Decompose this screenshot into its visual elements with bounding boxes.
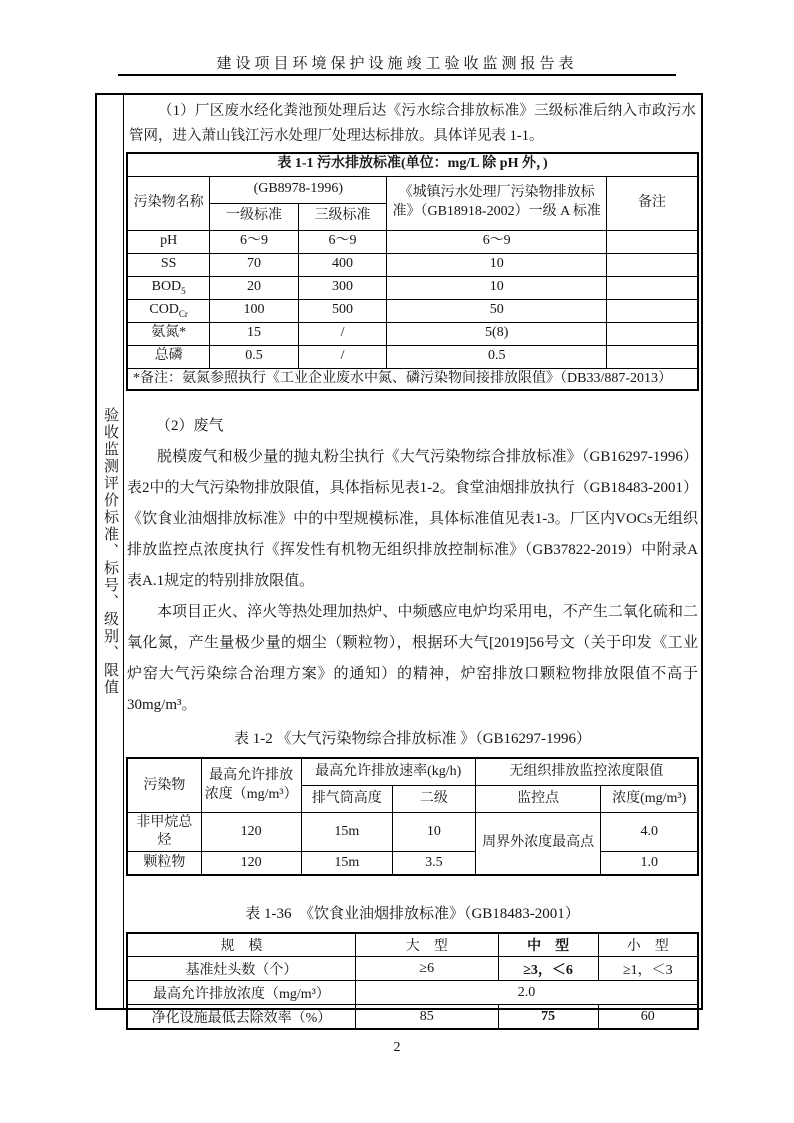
remark-value — [607, 345, 698, 368]
row-label: 最高允许排放浓度（mg/m³） — [127, 981, 355, 1005]
table-1-1-footnote: *备注：氨氮参照执行《工业企业废水中氮、磷污染物间接排放限值》（DB33/887-2013） — [127, 368, 698, 390]
level3-value: / — [298, 322, 387, 345]
table-row-removal-efficiency — [127, 1005, 698, 1029]
header-underline — [118, 74, 676, 76]
pollutant-name: 非甲烷总烃 — [127, 812, 201, 851]
col-header-remark: 备注 — [607, 176, 698, 230]
pollutant-base: SS — [160, 256, 177, 272]
gb18918-value: 50 — [387, 299, 607, 322]
table-1-2-air-emission-standards — [126, 757, 699, 875]
col-header-level1: 一级标准 — [210, 203, 299, 230]
row-label-cell — [97, 95, 124, 1008]
max-concentration-value: 120 — [201, 852, 301, 875]
col-header-small: 小 型 — [598, 933, 698, 957]
table-row-bod5 — [127, 276, 698, 299]
medium-value: 75 — [498, 1005, 598, 1029]
gb18918-value: 5(8) — [387, 322, 607, 345]
max-concentration-value: 120 — [201, 812, 301, 851]
remark-value — [607, 322, 698, 345]
table-1-2-header-row-1 — [127, 758, 698, 785]
medium-value: ≥3，＜6 — [498, 957, 598, 981]
gb18918-value: 0.5 — [387, 345, 607, 368]
waste-gas-paragraph-1: 脱模废气和极少量的抛丸粉尘执行《大气污染物综合排放标准》（GB16297-1996）表2中的大气污染物排放限值，具体指标见表1-2。食堂油烟排放执行（GB18483-2001）《饮食业油烟排放标准》中的中型规模标准，具体标准值见表1-3。厂区内VOCs无组织排放监控点浓度执行《挥发性有机物无组织排放控制标准》（GB37822-2019）中附录A表A.1规定的特别排放限值。 — [127, 449, 698, 590]
table-1-1-header-row-1 — [127, 176, 698, 203]
pollutant-base: COD — [149, 302, 179, 318]
table-row-burner-count — [127, 957, 698, 981]
table-1-1-wastewater-standards — [126, 152, 699, 391]
col-header-pollutant-name: 污染物名称 — [127, 176, 210, 230]
fugitive-limit-value: 4.0 — [601, 812, 698, 851]
stack-height-value: 15m — [301, 812, 392, 851]
table-row-ammonia — [127, 322, 698, 345]
col-header-pollutant: 污染物 — [127, 758, 201, 812]
pollutant-subscript: Cr — [178, 308, 188, 319]
gb18918-value: 6～9 — [387, 230, 607, 253]
pollutant-name — [127, 322, 210, 345]
pollutant-base: pH — [160, 233, 178, 249]
table-row-ph — [127, 230, 698, 253]
stack-height-value: 15m — [301, 852, 392, 875]
pollutant-base: 总磷 — [154, 348, 183, 364]
level1-value: 15 — [210, 322, 299, 345]
document-header-title: 建设项目环境保护设施竣工验收监测报告表 — [216, 56, 578, 72]
level3-value: 400 — [298, 253, 387, 276]
level1-value: 0.5 — [210, 345, 299, 368]
report-form-table — [95, 93, 703, 1026]
pollutant-name — [127, 276, 210, 299]
large-value: ≥6 — [355, 957, 498, 981]
rate-value: 10 — [393, 812, 476, 851]
remark-value — [607, 276, 698, 299]
large-value: 85 — [355, 1005, 498, 1029]
level1-value: 70 — [210, 253, 299, 276]
level3-value: 300 — [298, 276, 387, 299]
gb18918-value: 10 — [387, 276, 607, 299]
table-1-36-fume-standards — [126, 932, 699, 1030]
col-header-concentration-limit: 浓度(mg/m³) — [601, 785, 698, 812]
level1-value: 6～9 — [210, 230, 299, 253]
col-header-gb18918: 《城镇污水处理厂污染物排放标准》（GB18918-2002）一级 A 标准 — [387, 176, 607, 230]
small-value: 60 — [598, 1005, 698, 1029]
col-header-max-rate: 最高允许排放速率(kg/h) — [301, 758, 475, 785]
table-row-max-concentration — [127, 981, 698, 1005]
col-header-medium: 中 型 — [498, 933, 598, 957]
table-row-nmhc — [127, 812, 698, 851]
monitor-point-value: 周界外浓度最高点 — [475, 812, 601, 874]
wastewater-paragraph: （1）厂区废水经化粪池预处理后达《污水综合排放标准》三级标准后纳入市政污水管网，进入萧山钱江污水处理厂处理达标排放。具体详见表 1-1。 — [129, 103, 696, 144]
pollutant-base: 氨氮* — [151, 325, 187, 341]
col-header-large: 大 型 — [355, 933, 498, 957]
pollutant-name — [127, 299, 210, 322]
table-row-ss — [127, 253, 698, 276]
col-header-scale: 规 模 — [127, 933, 355, 957]
pollutant-subscript: 5 — [181, 285, 186, 296]
col-header-max-concentration: 最高允许排放浓度（mg/m³） — [201, 758, 301, 812]
max-concentration-value: 2.0 — [355, 981, 698, 1005]
level3-value: 6～9 — [298, 230, 387, 253]
level1-value: 20 — [210, 276, 299, 299]
waste-gas-paragraph-2: 本项目正火、淬火等热处理加热炉、中频感应电炉均采用电，不产生二氧化硫和二氧化氮，产生量极少量的烟尘（颗粒物），根据环大气[2019]56号文（关于印发《工业炉窑大气污染综合治理方案》的通知）的精神，炉窑排放口颗粒物排放限值不高于30mg/m³。 — [127, 604, 698, 714]
remark-value — [607, 253, 698, 276]
pollutant-name — [127, 345, 210, 368]
table-1-36-header-row — [127, 933, 698, 957]
table-row-codcr — [127, 299, 698, 322]
waste-gas-heading: （2）废气 — [156, 418, 224, 435]
page-number: 2 — [393, 1040, 401, 1055]
col-header-gb8978: (GB8978-1996) — [210, 176, 387, 203]
rate-value: 3.5 — [393, 852, 476, 875]
small-value: ≥1，＜3 — [598, 957, 698, 981]
table-1-2-title: 表 1-2 《大气污染物综合排放标准 》（GB16297-1996） — [233, 731, 592, 748]
fugitive-limit-value: 1.0 — [601, 852, 698, 875]
standards-content-cell — [124, 95, 701, 1026]
row-label-vertical-text: 验收监测评价标准、标号、级别、限值 — [102, 407, 118, 696]
table-1-1-title: 表 1-1 污水排放标准(单位：mg/L 除 pH 外，) — [127, 153, 698, 176]
col-header-fugitive-limit: 无组织排放监控浓度限值 — [475, 758, 698, 785]
table-1-1-title-row — [127, 153, 698, 176]
remark-value — [607, 230, 698, 253]
col-header-level2: 二级 — [393, 785, 476, 812]
col-header-monitor-point: 监控点 — [475, 785, 601, 812]
table-row-phosphorus — [127, 345, 698, 368]
pollutant-name: 颗粒物 — [127, 852, 201, 875]
remark-value — [607, 299, 698, 322]
pollutant-name — [127, 230, 210, 253]
pollutant-base: BOD — [151, 279, 182, 295]
col-header-stack-height: 排气筒高度 — [301, 785, 392, 812]
gb18918-value: 10 — [387, 253, 607, 276]
table-1-1-footnote-row — [127, 368, 698, 390]
level1-value: 100 — [210, 299, 299, 322]
col-header-level3: 三级标准 — [298, 203, 387, 230]
row-label: 净化设施最低去除效率（%） — [127, 1005, 355, 1029]
level3-value: / — [298, 345, 387, 368]
table-1-36-title: 表 1-36 《饮食业油烟排放标准》（GB18483-2001） — [245, 905, 580, 922]
level3-value: 500 — [298, 299, 387, 322]
row-label: 基准灶头数（个） — [127, 957, 355, 981]
pollutant-name — [127, 253, 210, 276]
table-row-particulate — [127, 852, 698, 875]
